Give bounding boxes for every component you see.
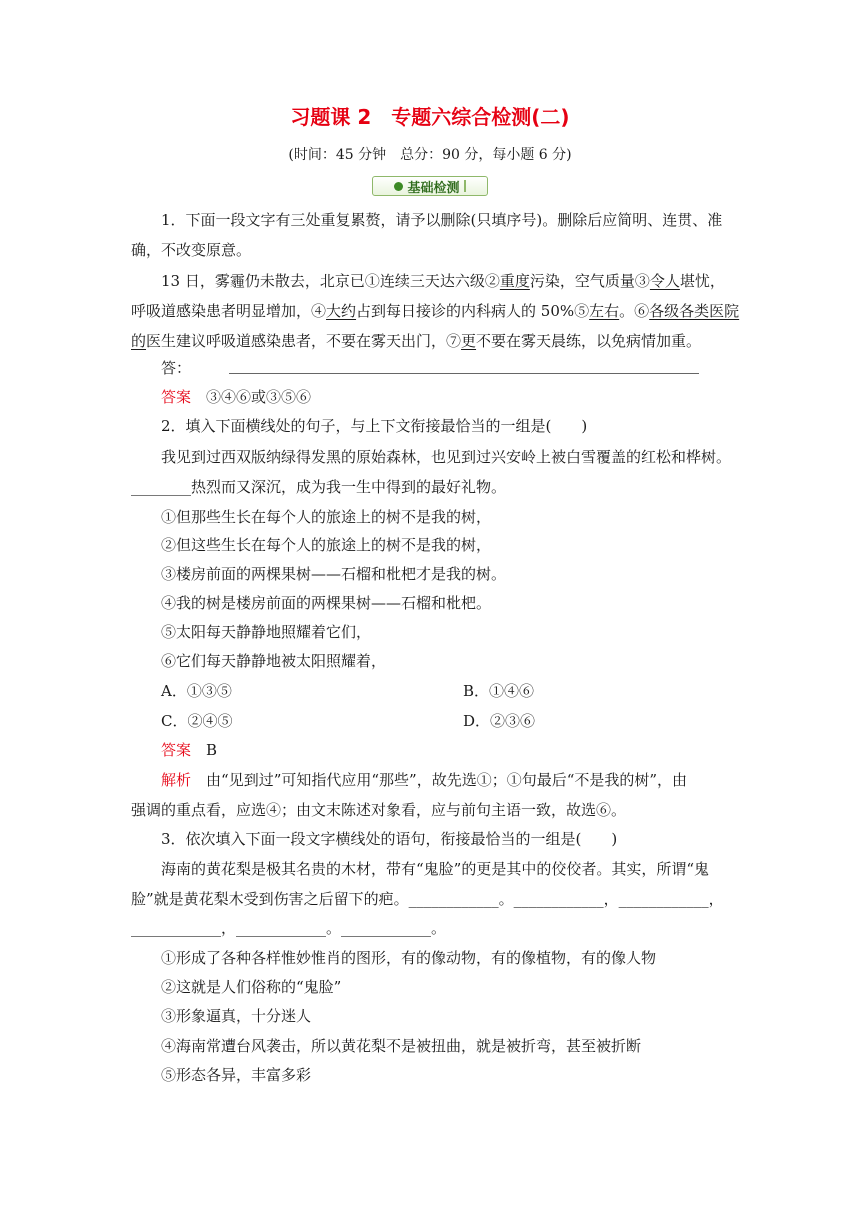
badge-bar-icon <box>464 180 466 192</box>
q2-analysis-line-2: 强调的重点看，应选④；由文末陈述对象看，应与前句主语一致，故选⑥。 <box>131 801 627 819</box>
q1-passage-line-2 <box>131 301 739 321</box>
q3-stem: 3．依次填入下面一段文字横线处的语句，衔接最恰当的一组是( ) <box>161 830 618 848</box>
q1-text: 医生建议呼吸道感染患者，不要在雾天出门，⑦ <box>146 332 462 350</box>
q1-text: 占到每日接诊的内科病人的 50%⑤ <box>356 302 590 320</box>
answer-line <box>229 373 699 374</box>
q2-option-a: A．①③⑤ <box>161 682 232 700</box>
q2-option-c: C．②④⑤ <box>161 712 233 730</box>
badge-dot-icon <box>394 182 403 191</box>
q1-underlined: 的 <box>131 332 147 350</box>
q1-stem-line-2: 确，不改变原意。 <box>131 241 252 259</box>
q1-text: 堪忧， <box>679 272 725 290</box>
q3-item: ④海南常遭台风袭击，所以黄花梨不是被扭曲，就是被折弯，甚至被折断 <box>161 1037 642 1055</box>
q3-item: ⑤形态各异，丰富多彩 <box>161 1066 312 1084</box>
q3-item: ①形成了各种各样惟妙惟肖的图形，有的像动物，有的像植物，有的像人物 <box>161 949 657 967</box>
q2-answer <box>161 740 217 760</box>
exam-info: (时间：45 分钟 总分：90 分，每小题 6 分) <box>288 147 572 163</box>
q3-item: ②这就是人们俗称的“鬼脸” <box>161 978 342 996</box>
q1-stem-line-1: 1．下面一段文字有三处重复累赘，请予以删除(只填序号)。删除后应简明、连贯、准 <box>161 211 723 229</box>
q2-item: ⑤太阳每天静静地照耀着它们， <box>161 623 372 641</box>
q1-underlined: 左右 <box>589 302 620 320</box>
analysis-text: 由“见到过”可知指代应用“那些”，故先选①；①句最后“不是我的树”，由 <box>206 771 688 789</box>
q2-analysis-line-1 <box>161 770 687 790</box>
section-badge <box>372 176 488 196</box>
q2-option-b: B．①④⑥ <box>463 682 535 700</box>
q2-item: ①但那些生长在每个人的旅途上的树不是我的树， <box>161 508 492 526</box>
q1-text: 呼吸道感染患者明显增加，④ <box>131 302 327 320</box>
q1-passage-line-3 <box>131 331 701 351</box>
q3-item: ③形象逼真，十分迷人 <box>161 1007 312 1025</box>
answer-label: 答案 <box>161 741 192 759</box>
answer-text: ③④⑥或③⑤⑥ <box>206 388 312 406</box>
q1-text: 13 日，雾霾仍未散去，北京已①连续三天达六级② <box>161 272 500 290</box>
answer-label: 答案 <box>161 388 192 406</box>
q1-text: 污染，空气质量③ <box>529 272 650 290</box>
q1-text: 。⑥ <box>619 302 650 320</box>
section-badge-label: 基础检测 <box>407 180 460 196</box>
analysis-label: 解析 <box>161 771 192 789</box>
q1-underlined: 大约 <box>326 302 357 320</box>
q2-passage-line-1: 我见到过西双版纳绿得发黑的原始森林，也见到过兴安岭上被白雪覆盖的红松和桦树。 <box>161 448 732 466</box>
q1-answer <box>161 387 311 407</box>
q2-item: ②但这些生长在每个人的旅途上的树不是我的树， <box>161 536 492 554</box>
q2-stem: 2．填入下面横线处的句子，与上下文衔接最恰当的一组是( ) <box>161 417 588 435</box>
answer-text: B <box>206 741 218 759</box>
page-title: 习题课 2 专题六综合检测(二) <box>290 105 570 129</box>
q3-passage-line-3: ____________，____________。____________。 <box>131 919 447 937</box>
q2-option-d: D．②③⑥ <box>463 712 536 730</box>
q2-item: ③楼房前面的两棵果树——石榴和枇杷才是我的树。 <box>161 565 507 583</box>
q1-underlined: 令人 <box>649 272 680 290</box>
q2-item: ④我的树是楼房前面的两棵果树——石榴和枇杷。 <box>161 594 492 612</box>
q1-underlined: 各级各类医院 <box>649 302 740 320</box>
q2-passage-line-2: ________热烈而又深沉，成为我一生中得到的最好礼物。 <box>131 478 507 496</box>
q1-underlined: 重度 <box>499 272 530 290</box>
q1-underlined: 更 <box>461 332 477 350</box>
q1-passage-line-1 <box>161 271 725 291</box>
q3-passage-line-1: 海南的黄花梨是极其名贵的木材，带有“鬼脸”的更是其中的佼佼者。其实，所谓“鬼 <box>161 860 710 878</box>
q1-text: 不要在雾天晨练，以免病情加重。 <box>476 332 702 350</box>
q3-passage-line-2: 脸”就是黄花梨木受到伤害之后留下的疤。____________。____________，____________， <box>131 890 724 908</box>
q1-answer-prompt: 答： <box>161 359 192 377</box>
q2-item: ⑥它们每天静静地被太阳照耀着， <box>161 652 387 670</box>
